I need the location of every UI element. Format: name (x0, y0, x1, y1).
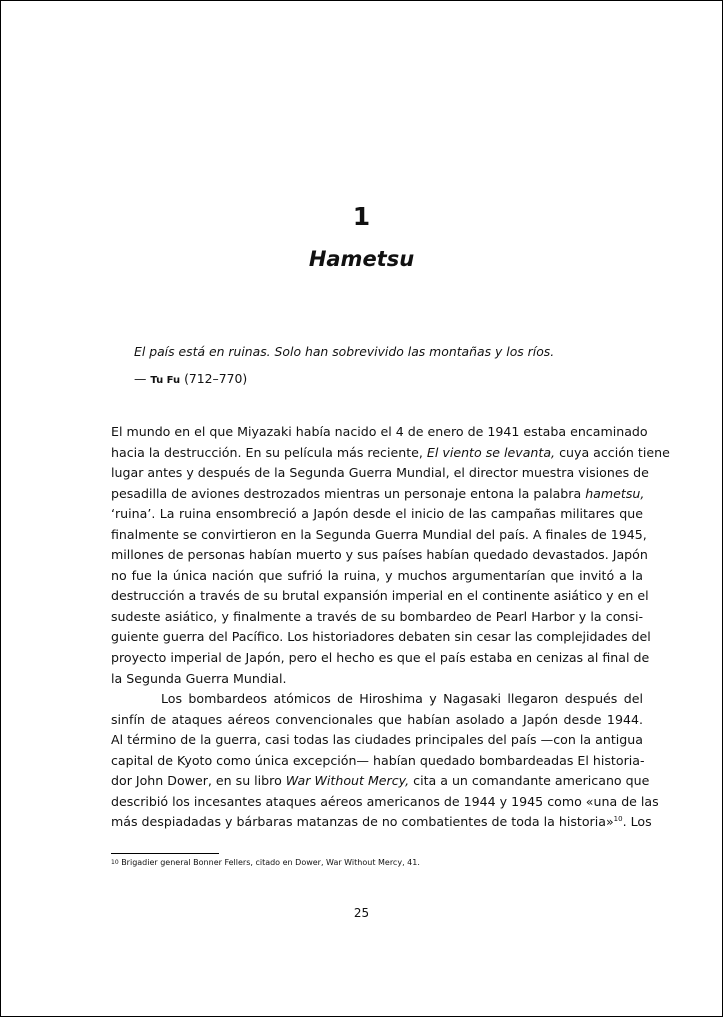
body-line: la Segunda Guerra Mundial. (111, 670, 287, 686)
epigraph-attribution (134, 371, 247, 386)
italic-word: hametsu, (585, 485, 645, 501)
footnote-rule (111, 853, 219, 854)
body-line: hacia la destrucción. En su película más reciente, El viento se levanta, cuya acción tiene (111, 444, 670, 460)
body-line: destrucción a través de su brutal expansión imperial en el continente asiático y en el (111, 588, 649, 604)
body-line: millones de personas habían muerto y sus países habían quedado devastados. Japón (111, 547, 648, 563)
body-line: describió los incesantes ataques aéreos americanos de 1944 y 1945 como «una de las (111, 793, 659, 809)
attribution-dash: — (134, 371, 147, 386)
body-line: pesadilla de aviones destrozados mientras un personaje entona la palabra hametsu, (111, 485, 645, 501)
body-line: más despiadadas y bárbaras matanzas de no combatientes de toda la historia»$^{10}$. Los (111, 814, 652, 830)
body-line: capital de Kyoto como única excepción— habían quedado bombardeadas El historia- (111, 752, 645, 768)
body-line: no fue la única nación que sufrió la ruina, y muchos argumentarían que invitó a la (111, 567, 643, 583)
book-title: War Without Mercy, (285, 773, 410, 789)
body-line: sudeste asiático, y finalmente a través de su bombardeo de Pearl Harbor y la consi- (111, 608, 643, 624)
attribution-dates: (712–770) (184, 371, 248, 386)
footnote-reference[interactable]: 10 (613, 815, 623, 824)
body-line: dor John Dower, en su libro War Without Mercy, cita a un comandante americano que (111, 773, 650, 789)
body-line: sinfín de ataques aéreos convencionales que habían asolado a Japón desde 1944. (111, 711, 643, 727)
body-line: ‘ruina’. La ruina ensombreció a Japón desde el inicio de las campañas militares que (111, 506, 643, 522)
footnote (111, 858, 420, 867)
film-title: El viento se levanta, (426, 444, 556, 460)
footnote-text: Brigadier general Bonner Fellers, citado en Dower, War Without Mercy, 41. (121, 858, 420, 867)
body-text (111, 422, 670, 833)
chapter-number: 1 (352, 202, 371, 231)
footnote-marker: 10 (111, 859, 119, 866)
body-line: El mundo en el que Miyazaki había nacido el 4 de enero de 1941 estaba encaminado (111, 424, 648, 439)
attribution-author: Tu Fu (150, 375, 181, 386)
body-line: Al término de la guerra, casi todas las ciudades principales del país —con la antigua (111, 732, 643, 748)
body-line: Los bombardeos atómicos de Hiroshima y Nagasaki llegaron después del (161, 691, 643, 707)
page-number: 25 (353, 906, 370, 920)
body-line: finalmente se convirtieron en la Segunda Guerra Mundial del país. A finales de 1945, (111, 526, 647, 542)
body-line: lugar antes y después de la Segunda Guerra Mundial, el director muestra visiones de (111, 465, 649, 481)
body-line: guiente guerra del Pacífico. Los historiadores debaten sin cesar las complejidades del (111, 629, 651, 645)
chapter-title: Hametsu (308, 247, 415, 271)
epigraph-quote: El país está en ruinas. Solo han sobrevivido las montañas y los ríos. (134, 344, 555, 359)
body-line: proyecto imperial de Japón, pero el hecho es que el país estaba en cenizas al final de (111, 650, 650, 666)
